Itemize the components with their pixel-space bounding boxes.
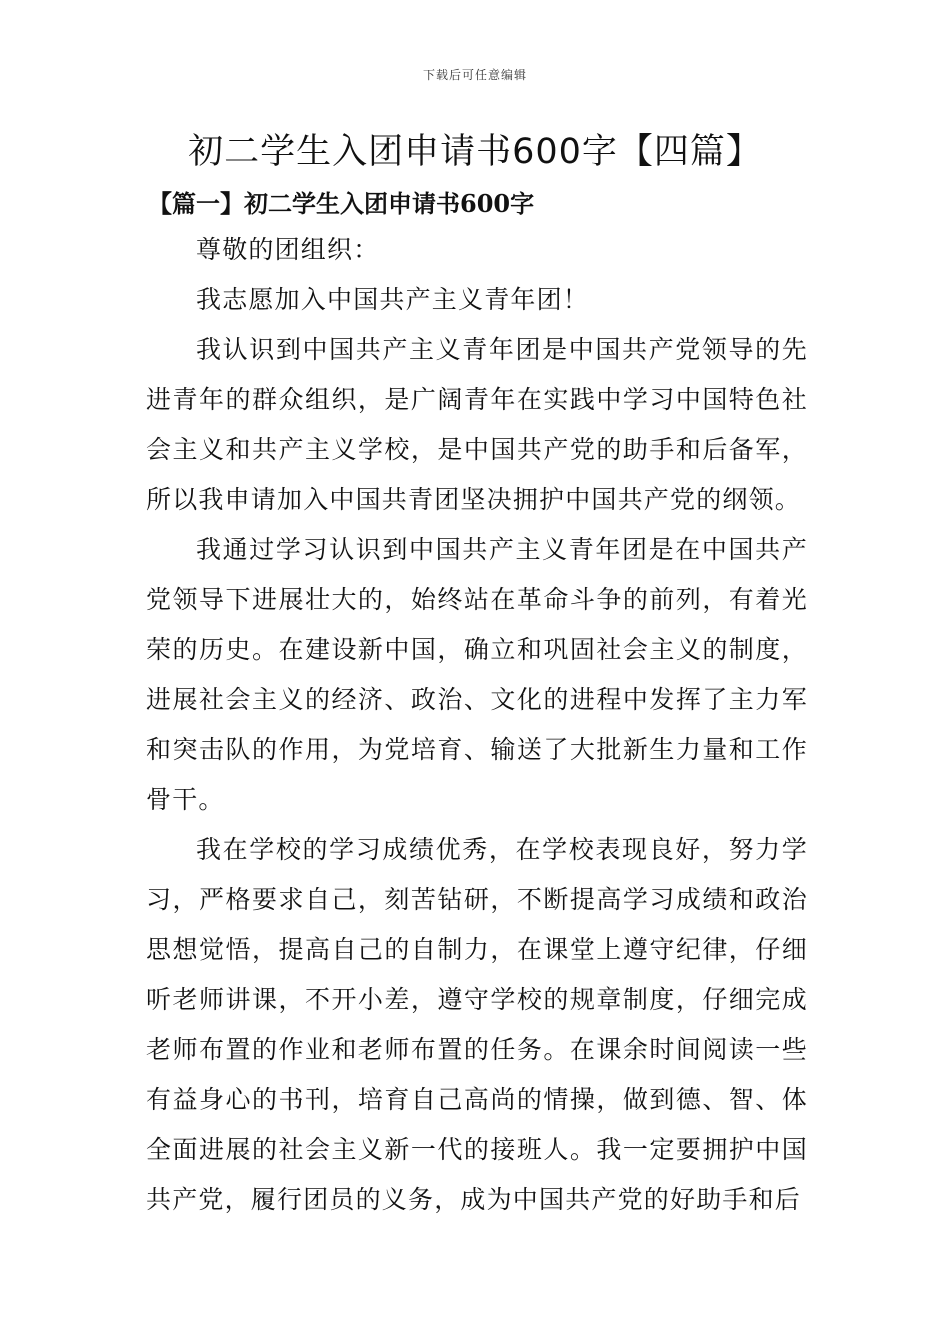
- paragraph: 我通过学习认识到中国共产主义青年团是在中国共产党领导下进展壮大的，始终站在革命斗争的前列，有着光荣的历史。在建设新中国，确立和巩固社会主义的制度，进展社会主义的经济、政治、文化的进程中发挥了主力军和突击队的作用，为党培育、输送了大批新生力量和工作骨干。: [146, 535, 808, 814]
- paragraph: 我在学校的学习成绩优秀，在学校表现良好，努力学习，严格要求自己，刻苦钻研，不断提高学习成绩和政治思想觉悟，提高自己的自制力，在课堂上遵守纪律，仔细听老师讲课，不开小差，遵守学校的规章制度，仔细完成老师布置的作业和老师布置的任务。在课余时间阅读一些有益身心的书刊，培育自己高尚的情操，做到德、智、体全面进展的社会主义新一代的接班人。我一定要拥护中国共产党，履行团员的义务，成为中国共产党的好助手和后: [146, 835, 808, 1214]
- header-note: 下载后可任意编辑: [422, 68, 527, 82]
- section-heading: 【篇一】初二学生入团申请书600字: [148, 189, 535, 218]
- salutation: 尊敬的团组织：: [196, 235, 380, 264]
- document-body: [146, 225, 808, 1225]
- document-title: 初二学生入团申请书600字【四篇】: [188, 132, 762, 172]
- paragraph: 我认识到中国共产主义青年团是中国共产党领导的先进青年的群众组织，是广阔青年在实践中学习中国特色社会主义和共产主义学校，是中国共产党的助手和后备军，所以我申请加入中国共青团坚决拥护中国共产党的纲领。: [146, 335, 808, 514]
- paragraph: 我志愿加入中国共产主义青年团！: [196, 285, 590, 314]
